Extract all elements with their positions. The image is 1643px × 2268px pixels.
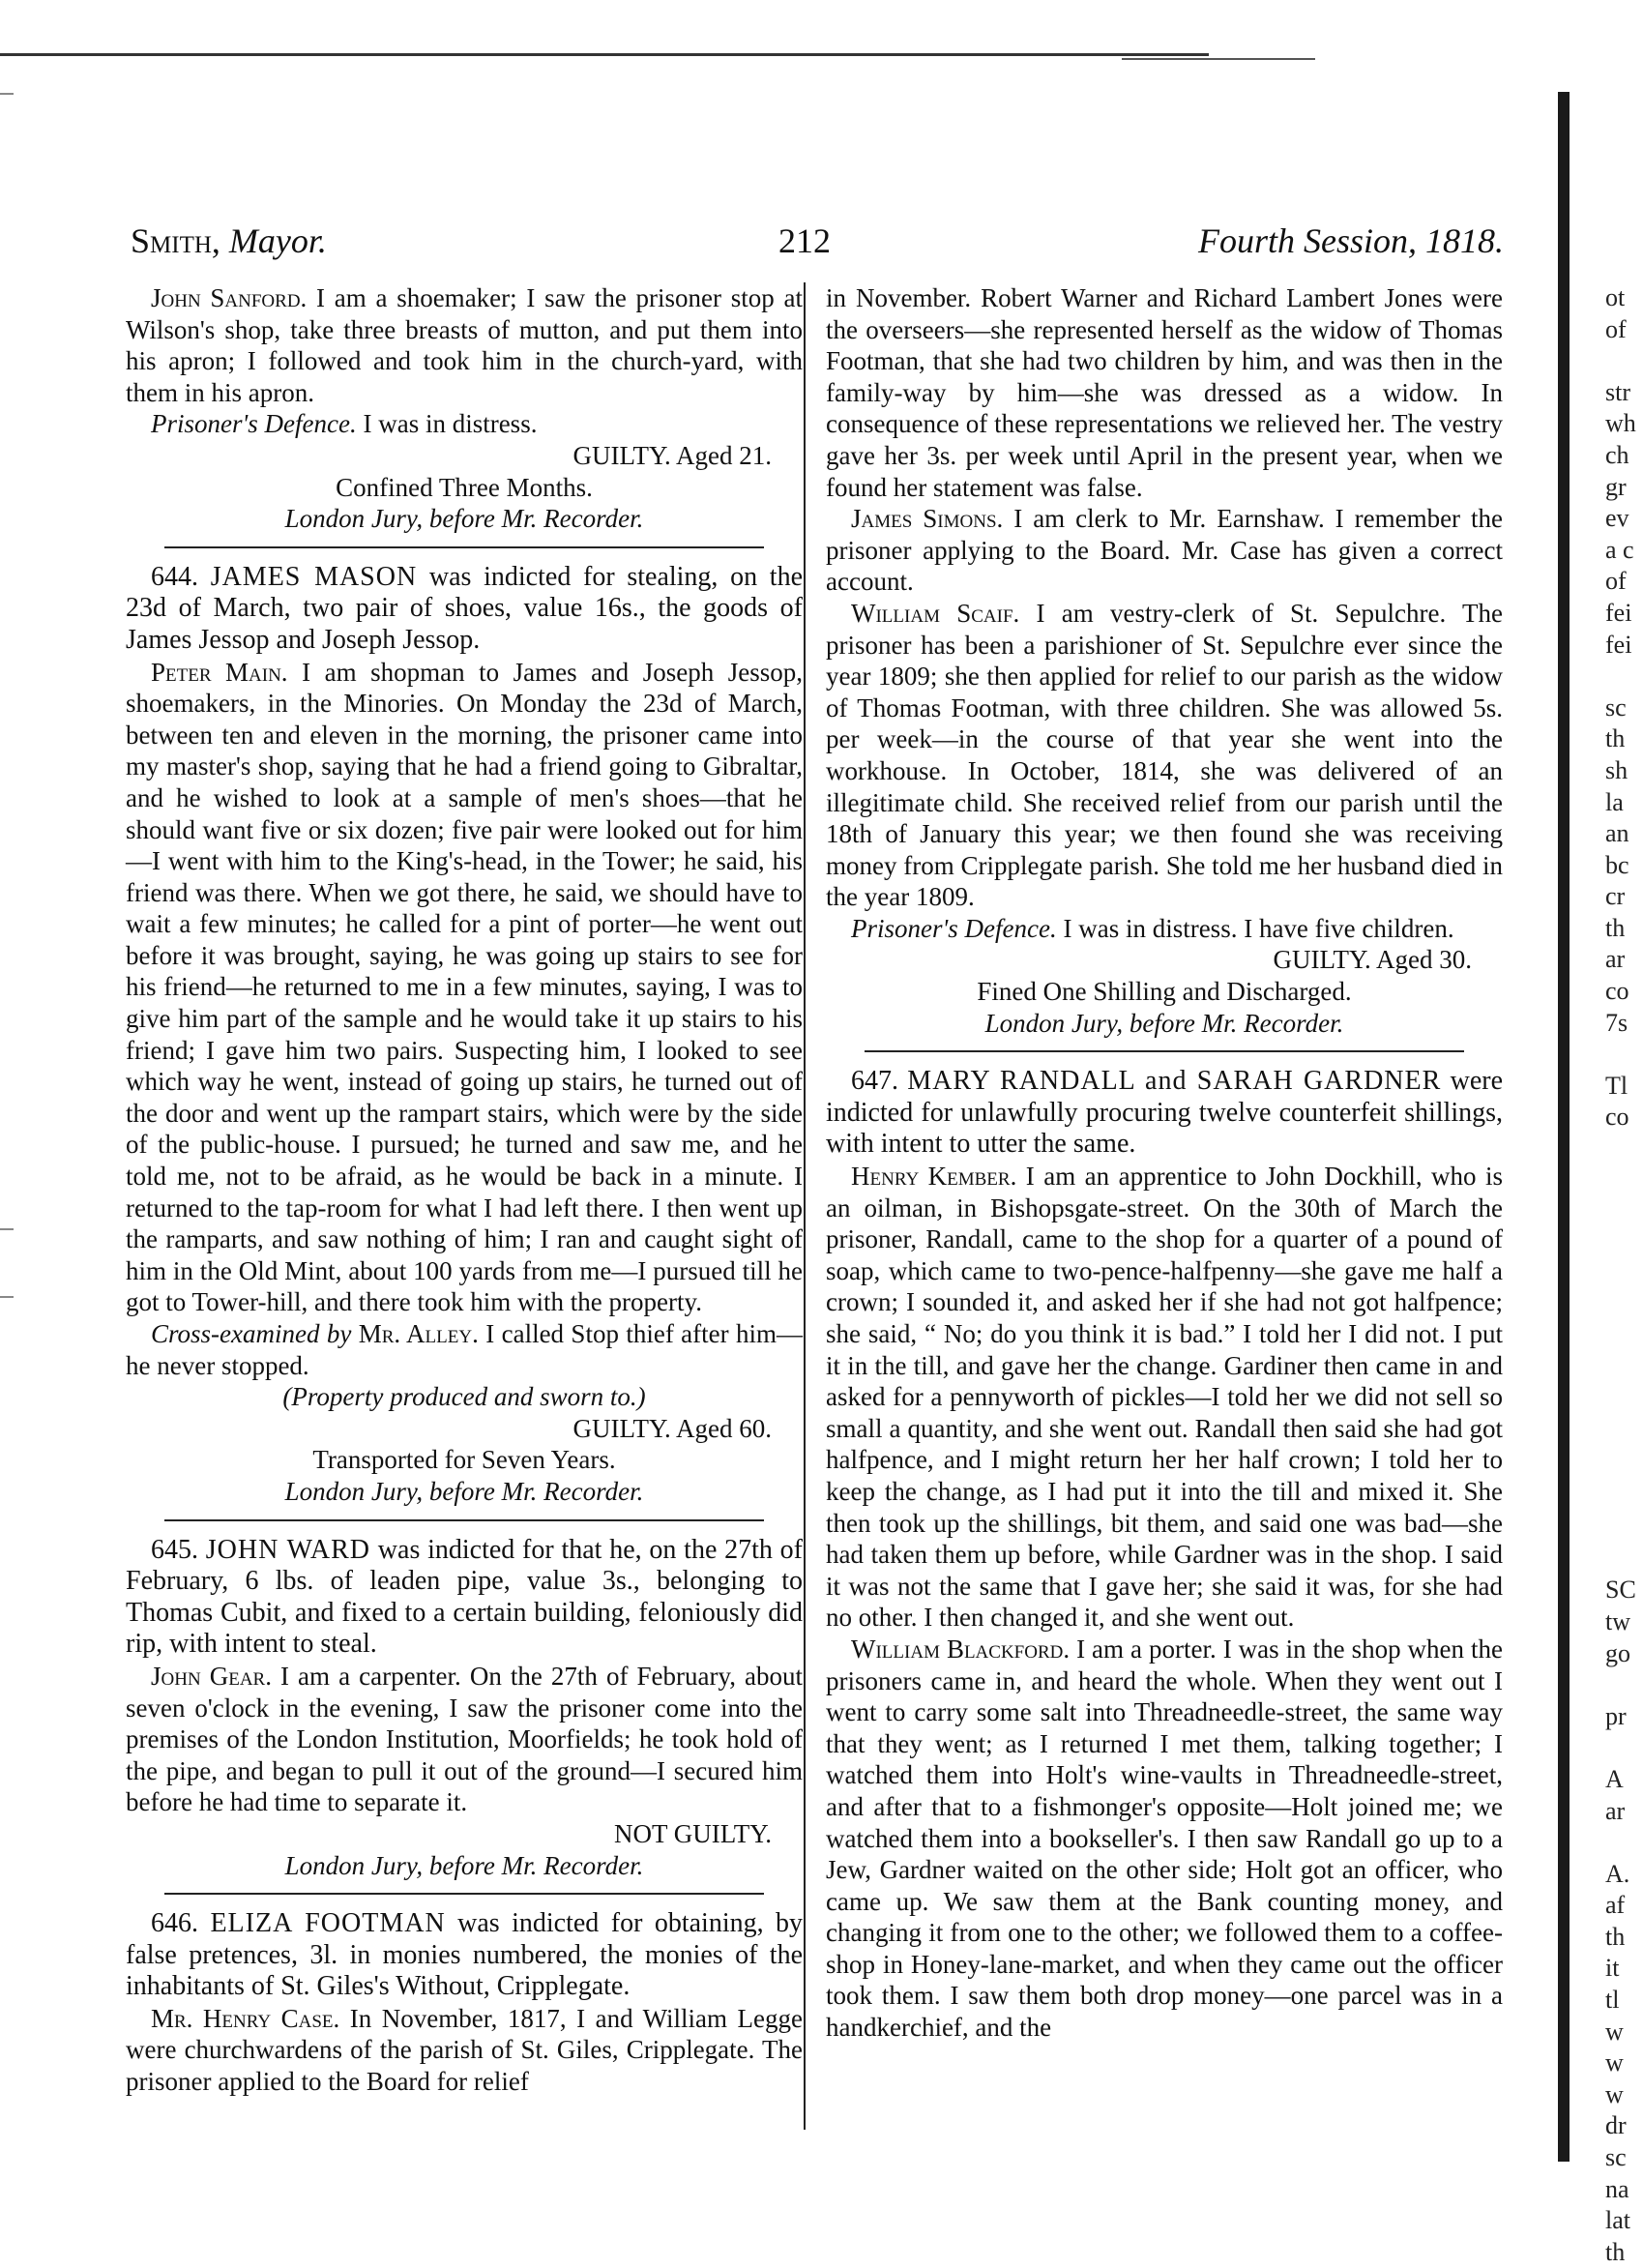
fragment-line: an [1605,819,1629,848]
scan-top-rule-2 [1122,58,1315,60]
jury-text: London Jury, before Mr. Recorder. [284,1476,644,1506]
testimony-paragraph [126,1661,803,1818]
fragment-line: na [1605,2174,1629,2203]
fragment-line: la [1605,787,1624,816]
case-number: 647. [851,1066,898,1097]
defendant-name: MARY RANDALL and SARAH GARDNER [907,1066,1442,1097]
fragment-line: co [1605,1103,1629,1132]
jury-line [826,1008,1503,1040]
fragment-line: ev [1605,504,1629,533]
defence-paragraph [126,408,803,440]
fragment-line [1605,1544,1643,1576]
defence-paragraph [826,913,1503,945]
sentence: Transported for Seven Years. [312,1445,616,1475]
testimony-text: I am a carpenter. On the 27th of February, about seven o'clock in the evening, I saw the prisoner come into the premises of the London Institution, Moorfields; he took hold of the pipe, and began to pull it out of the ground—I secured him before he had time to separate it. [126,1661,803,1817]
fragment-line: tw [1605,1606,1630,1635]
fragment-line [1605,1449,1643,1481]
fragment-line: fei [1605,630,1632,659]
testimony-paragraph [826,598,1503,913]
sentence: Fined One Shilling and Discharged. [977,977,1352,1007]
case-number: 645. [151,1534,198,1565]
fragment-line: sc [1605,692,1627,722]
testimony-text: In November, 1817, I and William Legge were churchwardens of the parish of St. Giles, Cripplegate. The prisoner applied to the Board for relief [126,2003,804,2097]
testimony-paragraph [126,282,803,408]
fragment-line: sc [1605,2143,1627,2172]
fragment-line: A. [1605,1859,1630,1888]
defendant-name: ELIZA FOOTMAN [210,1908,446,1939]
case-divider [164,1893,764,1895]
defendant-name: JOHN WARD [205,1534,371,1565]
sentence: Confined Three Months. [336,472,593,502]
witness-name: Henry Kember. [851,1162,1017,1192]
defence-text: I was in distress. [363,409,538,439]
fragment-line [1605,1165,1643,1197]
fragment-line: ar [1605,945,1626,974]
case-heading [826,1066,1503,1161]
header-session: Fourth Session, 1818. [1197,221,1504,260]
header-mayor-name: Smith, [131,221,220,260]
fragment-line [1605,1386,1643,1418]
fragment-line: th [1605,724,1626,753]
fragment-line: sh [1605,755,1628,784]
fragment-line: co [1605,977,1629,1006]
fragment-line: A [1605,1764,1624,1793]
margin-tick [0,1296,14,1298]
fragment-line: gr [1605,472,1627,501]
indictment-text: was indicted for that he, on the 27th of February, 6 lbs. of leaden pipe, value 3s., belonging to Thomas Cubit, and fixed to a certain building, feloniously did rip, with intent to steal. [126,1534,803,1660]
jury-text: London Jury, before Mr. Recorder. [284,1850,644,1880]
jury-text: London Jury, before Mr. Recorder. [284,504,644,534]
fragment-line: w [1605,2048,1624,2077]
verdict: GUILTY. Aged 30. [1273,945,1472,975]
jury-text: London Jury, before Mr. Recorder. [984,1008,1344,1038]
verdict: GUILTY. Aged 60. [572,1413,772,1443]
testimony-paragraph [126,657,803,1318]
fragment-line: ot [1605,283,1626,311]
fragment-line [1605,1196,1643,1228]
case-heading [126,562,803,657]
witness-name: James Simons. [851,504,1004,534]
indictment-text: was indicted for obtaining, by false pretences, 3l. in monies numbered, the monies of the inhabitants of St. Giles's Without, Cripplegate. [126,1908,804,2002]
witness-name: William Blackford. [851,1634,1071,1664]
fragment-line: th [1605,2237,1626,2266]
fragment-line: dr [1605,2111,1627,2140]
case-heading [126,1535,803,1661]
verdict: GUILTY. Aged 21. [572,440,772,470]
fragment-line: bc [1605,850,1629,879]
defence-label: Prisoner's Defence. [851,913,1057,943]
fragment-line: go [1605,1638,1630,1667]
fragment-line: lat [1605,2206,1630,2235]
verdict: NOT GUILTY. [613,1818,772,1848]
fragment-line [1605,1291,1643,1323]
fragment-line: 7s [1605,1008,1628,1037]
jury-line [126,1476,803,1508]
testimony-paragraph [826,1161,1503,1634]
case-divider [164,1519,764,1521]
running-header [131,221,1504,269]
testimony-text: I am a shoemaker; I saw the prisoner stop at Wilson's shop, take three breasts of mutton, and put them into his apron; I followed and took him in the church-yard, with them in his apron. [126,283,803,407]
fragment-line: w [1605,2017,1624,2046]
binding-shadow-bar [1558,92,1570,2162]
column-divider [804,282,806,2130]
jury-line [126,1850,803,1882]
case-divider [865,1050,1464,1052]
fragment-line [1605,345,1643,377]
indictment-text: was indicted for stealing, on the 23d of March, two pair of shoes, value 16s., the goods of James Jessop and Joseph Jessop. [126,561,804,655]
witness-name: John Gear. [151,1661,272,1691]
case-number: 646. [151,1908,198,1939]
fragment-line [1605,1512,1643,1544]
testimony-text: I am vestry-clerk of St. Sepulchre. The prisoner has been a parishioner of St. Sepulchre ever since the year 1809; she then applied for relief to our parish as the widow of Thomas Footman, with three children. She was allowed 5s. per week—in the course of that year she went into the workhouse. In October, 1814, she was delivered of an illegitimate child. She received relief from our parish until the 18th of January this year; we then found she was receiving money from Cripplegate parish. She told me her husband died in the year 1809. [826,598,1503,912]
property-note [126,1381,803,1413]
fragment-line [1605,1481,1643,1513]
defence-text: I was in distress. I have five children. [1063,913,1454,943]
testimony-paragraph [826,1634,1503,2044]
fragment-line [1605,1228,1643,1260]
page-number: 212 [778,221,831,260]
fragment-line: SC [1605,1576,1636,1605]
fragment-line [1605,1732,1643,1764]
scan-top-rule [0,53,1209,56]
adjacent-page-fragments [1605,282,1643,2268]
fragment-line: of [1605,314,1627,343]
cross-exam-paragraph [126,1318,803,1381]
fragment-line: a c [1605,535,1634,564]
fragment-line: of [1605,567,1627,596]
fragment-line: fei [1605,598,1632,627]
testimony-text: I am a porter. I was in the shop when the prisoners came in, and heard the whole. When they went out I went to carry some salt into Threadneedle-street, the same way that they went; as I returned I met them, talking together; I watched them into Holt's wine-vaults in Threadneedle-street, and after that to a fishmonger's opposite—Holt joined me; we watched them into a bookseller's. I then saw Randall go up to a Jew, Gardner waited on the other side; Holt got an officer, who came up. We saw them at the Bank counting money, and changing it from one to the other; we followed them to a coffee-shop in Honey-lane-market, and when they came out the officer took them. I saw them both drop money—one parcel was in a handkerchief, and the [826,1634,1503,2043]
witness-name: Peter Main. [151,657,288,687]
cross-text: I called Stop thief after him—he never stopped. [126,1319,804,1380]
fragment-line: wh [1605,409,1636,438]
case-number: 644. [151,561,198,592]
fragment-line: str [1605,377,1630,406]
fragment-line: ch [1605,440,1629,469]
header-left [131,221,327,261]
fragment-line [1605,1669,1643,1701]
header-mayor-title: Mayor. [228,221,327,260]
case-heading [126,1908,803,2003]
fragment-line: cr [1605,882,1626,911]
testimony-text: I am clerk to Mr. Earnshaw. I remember the prisoner applying to the Board. Mr. Case has given a correct account. [826,504,1503,597]
witness-name: John Sanford. [151,283,308,312]
fragment-line [1605,1827,1643,1859]
indictment-text: were indicted for unlawfully procuring twelve counterfeit shillings, with intent to utter the same. [826,1066,1503,1160]
fragment-line [1605,1134,1643,1165]
testimony-text: I am shopman to James and Joseph Jessop, shoemakers, in the Minories. On Monday the 23d of March, between ten and eleven in the morning, the prisoner came into my master's shop, saying that he had a friend going to Gibraltar, and he wished to look at a sample of men's shoes—that he should want five or six dozen; five pair were looked out for him—I went with him to the King's-head, in the Tower; he said, his friend was there. When we got there, he said, we should have to wait a few minutes; he called for a pint of porter—he went out before it was brought, saying, he was going up stairs to see for his friend—he returned to me in a few minutes, saying, I was to give him part of the sample and he would take it up stairs to his friend; I gave him two pairs. Suspecting him, I looked to see which way he went, instead of going up stairs, he turned out of the door and went up the rampart stairs, which were by the side of the public-house. I pursued; he turned and saw me, and he told me, not to be afraid, as he would be back in a minute. I returned to the tap-room for what I had left there. I then went up the ramparts, and saw nothing of him; I ran and caught sight of him in the Old Mint, about 100 yards from me—I pursued till he got to Tower-hill, and there took him with the property. [126,657,803,1317]
fragment-line [1605,1323,1643,1355]
counsel-name: Mr. Alley. [358,1319,479,1348]
jury-line [126,503,803,535]
fragment-line: w [1605,2079,1624,2108]
fragment-line [1605,1039,1643,1071]
margin-tick [0,93,14,95]
fragment-line [1605,1259,1643,1291]
fragment-line [1605,1354,1643,1386]
cross-label: Cross-examined by [151,1319,352,1348]
right-column [826,282,1503,2044]
fragment-line [1605,1417,1643,1449]
fragment-line: th [1605,1922,1626,1951]
testimony-text: I am an apprentice to John Dockhill, who is an oilman, in Bishopsgate-street. On the 30th of March the prisoner, Randall, came to the shop for a quarter of a pound of soap, which came to two-pence-halfpenny—she gave me half a crown; I sounded it, and asked her if she had not got halfpence; she said, “ No; do you think it is bad.” I told her I did not. I put it in the till, and gave her the change. Gardiner then came in and asked for a pennyworth of pickles—I told her we did not sell so small a quantity, and she went out. Randall then said she had got halfpence, and I might return her her half crown; I told her to keep the change, as I had put it into the till and mixed it. She then took up the shillings, bit them, and said one was bad—she had taken them up before, while Gardner was in the shop. I said it was not the same that I gave her; she said it was, for she had no other. I then changed it, and she went out. [826,1162,1503,1633]
defence-label: Prisoner's Defence. [151,409,357,439]
witness-name: William Scaif. [851,598,1020,628]
continued-paragraph: in November. Robert Warner and Richard Lambert Jones were the overseers—she represented herself as the widow of Thomas Footman, that she had two children by him, and was then in the family-way by him—she was dressed as a widow. In consequence of these representations we relieved her. The vestry gave her 3s. per week until April in the present year, when we found her statement was false. [826,283,1503,502]
fragment-line: Tl [1605,1071,1628,1100]
fragment-line: th [1605,913,1626,942]
fragment-line: ar [1605,1796,1626,1825]
testimony-paragraph [826,503,1503,598]
fragment-line: af [1605,1891,1626,1920]
fragment-line: it [1605,1954,1620,1983]
witness-name: Mr. Henry Case. [151,2003,340,2033]
left-column [126,282,803,2098]
property-text: (Property produced and sworn to.) [282,1382,646,1412]
fragment-line: tl [1605,1986,1620,2015]
case-divider [164,546,764,548]
testimony-paragraph [126,2003,803,2098]
fragment-line [1605,661,1643,692]
margin-tick [0,1228,14,1230]
defendant-name: JAMES MASON [210,561,418,592]
fragment-line: pr [1605,1701,1627,1730]
